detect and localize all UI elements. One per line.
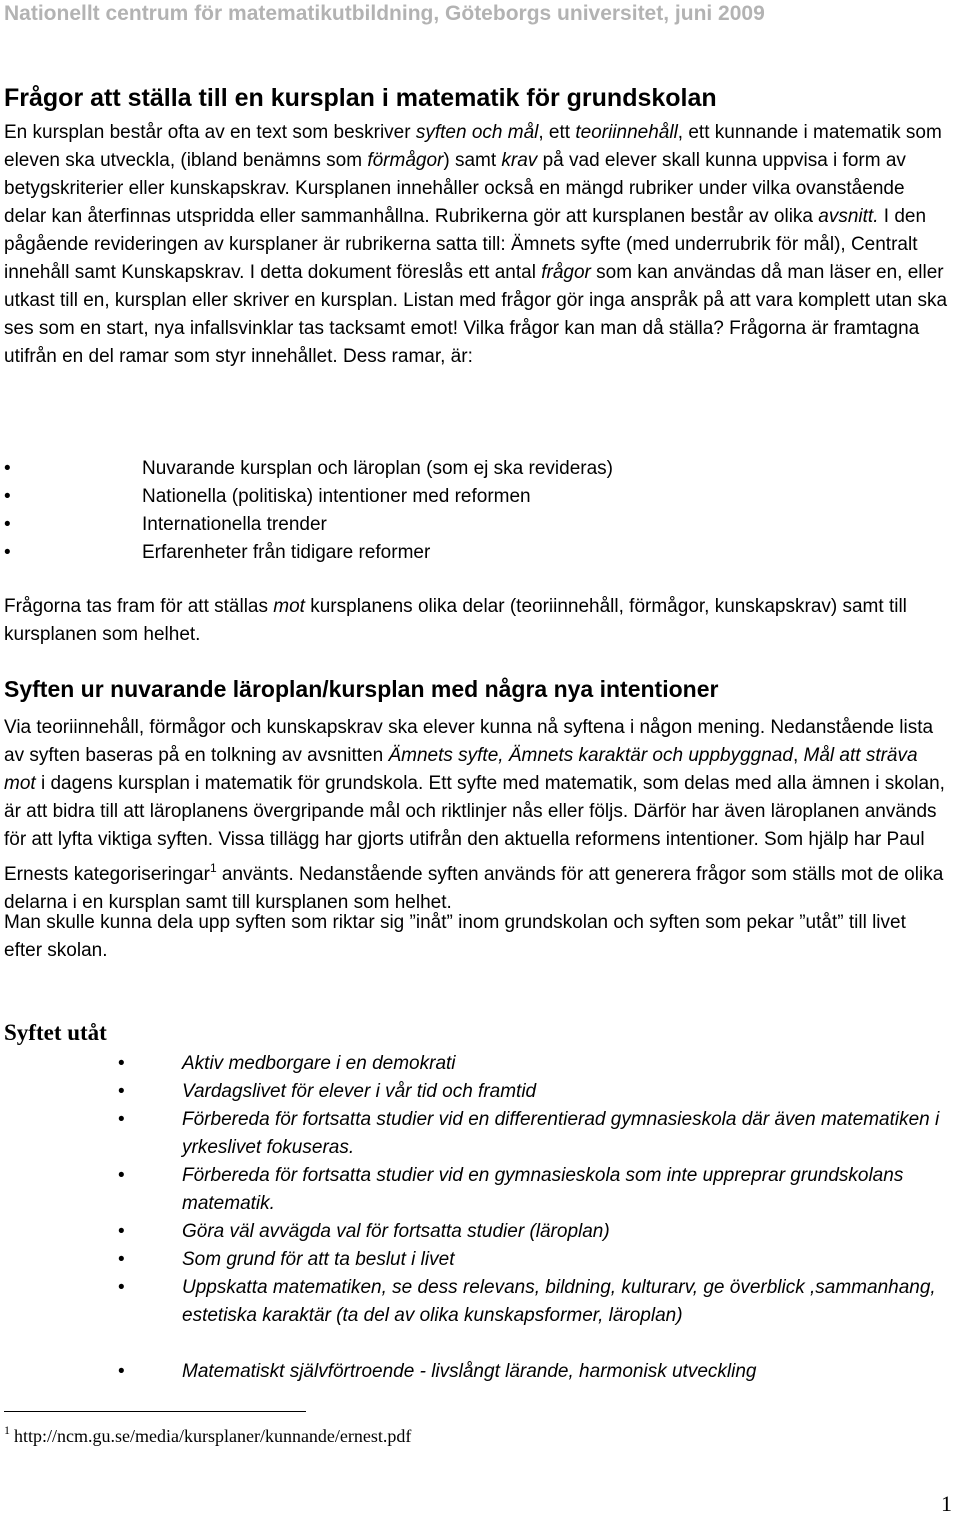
- list-item: • Nuvarande kursplan och läroplan (som ej ska revideras): [4, 455, 613, 483]
- bullet-icon: •: [4, 458, 11, 479]
- section-paragraph: Via teoriinnehåll, förmågor och kunskapskrav ska elever kunna nå syftena i någon mening. Nedanstående lista av syften baseras på en tolkning av avsnitten Ämnets syfte, Ämnets karaktär och uppbyggnad, Mål att sträva mot i dagens kursplan i matematik för grundskola. Ett syfte med matematik, som delas med alla ämnen i skolan, är att bidra till att läroplanens övergripande mål och riktlinjer nås eller följs. Därför har även läroplanen används för att lyfta viktiga syften. Vissa tillägg har gjorts utifrån den aktuella reformens intentioner. Som hjälp har Paul Ernests kategoriseringar$^1$ använts. Nedanstående syften används för att generera frågor som ställs mot de olika delarna i en kursplan samt till kursplanen som helhet.: [4, 717, 945, 913]
- list-item: • Uppskatta matematiken, se dess relevans, bildning, kulturarv, ge överblick ,sammanhang, estetiska karaktär (ta del av olika kunskapsformer, läroplan): [118, 1274, 958, 1330]
- footnote: [4, 1423, 411, 1447]
- list-item: • Förbereda för fortsatta studier vid en differentierad gymnasieskola där även matematiken i yrkeslivet fokuseras.: [118, 1106, 958, 1162]
- list-item: • Göra väl avvägda val för fortsatta studier (läroplan): [118, 1218, 958, 1246]
- list-item: • Matematiskt självförtroende - livslångt lärande, harmonisk utveckling: [118, 1358, 958, 1386]
- subheading: Syftet utåt: [4, 1020, 107, 1045]
- bullet-icon: •: [118, 1165, 125, 1186]
- list-item: • Aktiv medborgare i en demokrati: [118, 1050, 958, 1078]
- bullet-icon: •: [4, 486, 11, 507]
- footnote-divider: [4, 1411, 306, 1412]
- frames-list: [4, 455, 613, 567]
- bullet-icon: •: [118, 1081, 125, 1102]
- list-item: • Som grund för att ta beslut i livet: [118, 1246, 958, 1274]
- bullet-icon: •: [118, 1221, 125, 1242]
- bullet-icon: •: [118, 1277, 125, 1298]
- footnote-link[interactable]: http://ncm.gu.se/media/kursplaner/kunnande/ernest.pdf: [14, 1426, 412, 1446]
- footnote-number: 1: [4, 1423, 10, 1437]
- bullet-icon: •: [118, 1053, 125, 1074]
- page-title: Frågor att ställa till en kursplan i matematik för grundskolan: [4, 84, 717, 112]
- running-header: Nationellt centrum för matematikutbildning, Göteborgs universitet, juni 2009: [4, 2, 765, 25]
- footnote-reference[interactable]: 1: [209, 861, 217, 875]
- bullet-icon: •: [4, 514, 11, 535]
- intro-paragraph: En kursplan består ofta av en text som beskriver syften och mål, ett teoriinnehåll, ett kunnande i matematik som eleven ska utveckla, (ibland benämns som förmågor) samt krav på vad elever skall kunna uppvisa i form av betygskriterier eller kunskapskrav. Kursplanen innehåller också en mängd rubriker under vilka ovanstående delar kan återfinnas utspridda eller sammanhållna. Rubrikerna gör att kursplanen består av olika avsnitt. I den pågående revideringen av kursplaner är rubrikerna satta till: Ämnets syfte (med underrubrik för mål), Centralt innehåll samt Kunskapskrav. I detta dokument föreslås ett antal frågor som kan användas då man läser en, eller utkast till en, kursplan eller skriver en kursplan. Listan med frågor gör inga anspråk på att vara komplett utan ska ses som en start, nya infallsvinklar tas tacksamt emot! Vilka frågor kan man då ställa? Frågorna är framtagna utifrån en del ramar som styr innehållet. Dess ramar, är:: [4, 122, 948, 367]
- bullet-icon: •: [118, 1249, 125, 1270]
- list-item: • Förbereda för fortsatta studier vid en gymnasieskola som inte uppreprar grundskolans matematik.: [118, 1162, 958, 1218]
- list-item: • Internationella trender: [4, 511, 613, 539]
- purposes-list: [118, 1050, 958, 1386]
- page-number: 1: [941, 1491, 952, 1516]
- questions-paragraph: Frågorna tas fram för att ställas mot kursplanens olika delar (teoriinnehåll, förmågor, kunskapskrav) samt till kursplanen som helhet.: [4, 596, 907, 645]
- direction-paragraph: Man skulle kunna dela upp syften som riktar sig ”inåt” inom grundskolan och syften som pekar ”utåt” till livet efter skolan.: [4, 912, 906, 961]
- bullet-icon: •: [4, 542, 11, 563]
- bullet-icon: •: [118, 1361, 125, 1382]
- list-item: • Vardagslivet för elever i vår tid och framtid: [118, 1078, 958, 1106]
- section-heading: Syften ur nuvarande läroplan/kursplan med några nya intentioner: [4, 676, 719, 702]
- list-item: • Erfarenheter från tidigare reformer: [4, 539, 613, 567]
- list-item: • Nationella (politiska) intentioner med reformen: [4, 483, 613, 511]
- bullet-icon: •: [118, 1109, 125, 1130]
